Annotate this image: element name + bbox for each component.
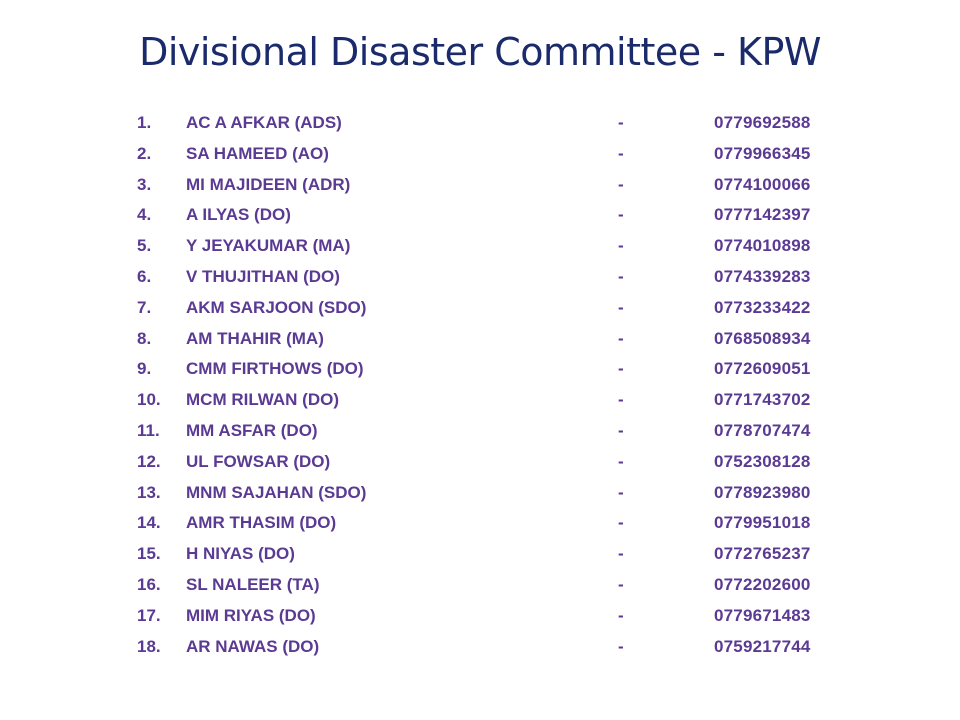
member-name: MNM SAJAHAN (SDO) — [186, 482, 367, 502]
member-name: SL NALEER (TA) — [186, 574, 320, 594]
phone-number: 0759217744 — [714, 636, 811, 656]
separator-dash: - — [618, 574, 624, 594]
item-number: 9. — [137, 359, 152, 379]
member-name: V THUJITHAN (DO) — [186, 266, 340, 286]
phone-number: 0779692588 — [714, 113, 811, 132]
list-item — [0, 634, 960, 665]
list-item — [0, 326, 960, 357]
separator-dash: - — [618, 143, 624, 163]
member-name: AMR THASIM (DO) — [186, 513, 337, 533]
item-number: 17. — [137, 605, 161, 625]
member-name: CMM FIRTHOWS (DO) — [186, 359, 364, 379]
phone-number: 0779951018 — [714, 513, 811, 533]
separator-dash: - — [618, 174, 624, 194]
member-name: AC A AFKAR (ADS) — [186, 113, 342, 132]
member-name: AM THAHIR (MA) — [186, 328, 324, 348]
phone-number: 0778707474 — [714, 420, 811, 440]
item-number: 14. — [137, 513, 161, 533]
phone-number: 0771743702 — [714, 390, 811, 410]
item-number: 10. — [137, 390, 161, 410]
item-number: 6. — [137, 266, 152, 286]
member-name: MM ASFAR (DO) — [186, 420, 318, 440]
slide-title: Divisional Disaster Committee - KPW — [139, 30, 821, 74]
separator-dash: - — [618, 205, 624, 225]
separator-dash: - — [618, 359, 624, 379]
item-number: 7. — [137, 297, 152, 317]
phone-number: 0772765237 — [714, 544, 811, 564]
member-name: A ILYAS (DO) — [186, 205, 291, 225]
list-item — [0, 572, 960, 603]
separator-dash: - — [618, 390, 624, 410]
list-item — [0, 480, 960, 511]
list-item — [0, 233, 960, 264]
phone-number: 0768508934 — [714, 328, 811, 348]
member-name: H NIYAS (DO) — [186, 544, 295, 564]
member-name: AKM SARJOON (SDO) — [186, 297, 367, 317]
item-number: 18. — [137, 636, 161, 656]
phone-number: 0774100066 — [714, 174, 811, 194]
phone-number: 0779966345 — [714, 143, 811, 163]
list-item — [0, 387, 960, 418]
member-name: AR NAWAS (DO) — [186, 636, 320, 656]
member-name: MIM RIYAS (DO) — [186, 605, 316, 625]
separator-dash: - — [618, 482, 624, 502]
list-item — [0, 603, 960, 634]
item-number: 1. — [137, 113, 152, 132]
phone-number: 0778923980 — [714, 482, 811, 502]
list-item — [0, 295, 960, 326]
separator-dash: - — [618, 636, 624, 656]
item-number: 2. — [137, 143, 152, 163]
list-item — [0, 510, 960, 541]
phone-number: 0772202600 — [714, 574, 811, 594]
list-item — [0, 449, 960, 480]
phone-number: 0777142397 — [714, 205, 811, 225]
item-number: 5. — [137, 236, 152, 256]
item-number: 16. — [137, 574, 161, 594]
list-item — [0, 172, 960, 203]
list-item — [0, 141, 960, 172]
list-item — [0, 202, 960, 233]
separator-dash: - — [618, 297, 624, 317]
separator-dash: - — [618, 113, 624, 132]
item-number: 3. — [137, 174, 152, 194]
separator-dash: - — [618, 266, 624, 286]
item-number: 12. — [137, 451, 161, 471]
member-name: Y JEYAKUMAR (MA) — [186, 236, 351, 256]
phone-number: 0752308128 — [714, 451, 811, 471]
separator-dash: - — [618, 605, 624, 625]
member-name: MI MAJIDEEN (ADR) — [186, 174, 351, 194]
item-number: 13. — [137, 482, 161, 502]
item-number: 4. — [137, 205, 152, 225]
list-item — [0, 541, 960, 572]
separator-dash: - — [618, 328, 624, 348]
member-name: MCM RILWAN (DO) — [186, 390, 339, 410]
member-name: SA HAMEED (AO) — [186, 143, 329, 163]
phone-number: 0774010898 — [714, 236, 811, 256]
member-name: UL FOWSAR (DO) — [186, 451, 331, 471]
list-item — [0, 110, 960, 141]
separator-dash: - — [618, 544, 624, 564]
separator-dash: - — [618, 236, 624, 256]
phone-number: 0772609051 — [714, 359, 811, 379]
item-number: 15. — [137, 544, 161, 564]
list-item — [0, 264, 960, 295]
item-number: 8. — [137, 328, 152, 348]
separator-dash: - — [618, 513, 624, 533]
phone-number: 0774339283 — [714, 266, 811, 286]
member-list — [0, 110, 960, 664]
phone-number: 0779671483 — [714, 605, 811, 625]
phone-number: 0773233422 — [714, 297, 811, 317]
item-number: 11. — [137, 420, 160, 440]
list-item — [0, 418, 960, 449]
separator-dash: - — [618, 451, 624, 471]
separator-dash: - — [618, 420, 624, 440]
list-item — [0, 356, 960, 387]
